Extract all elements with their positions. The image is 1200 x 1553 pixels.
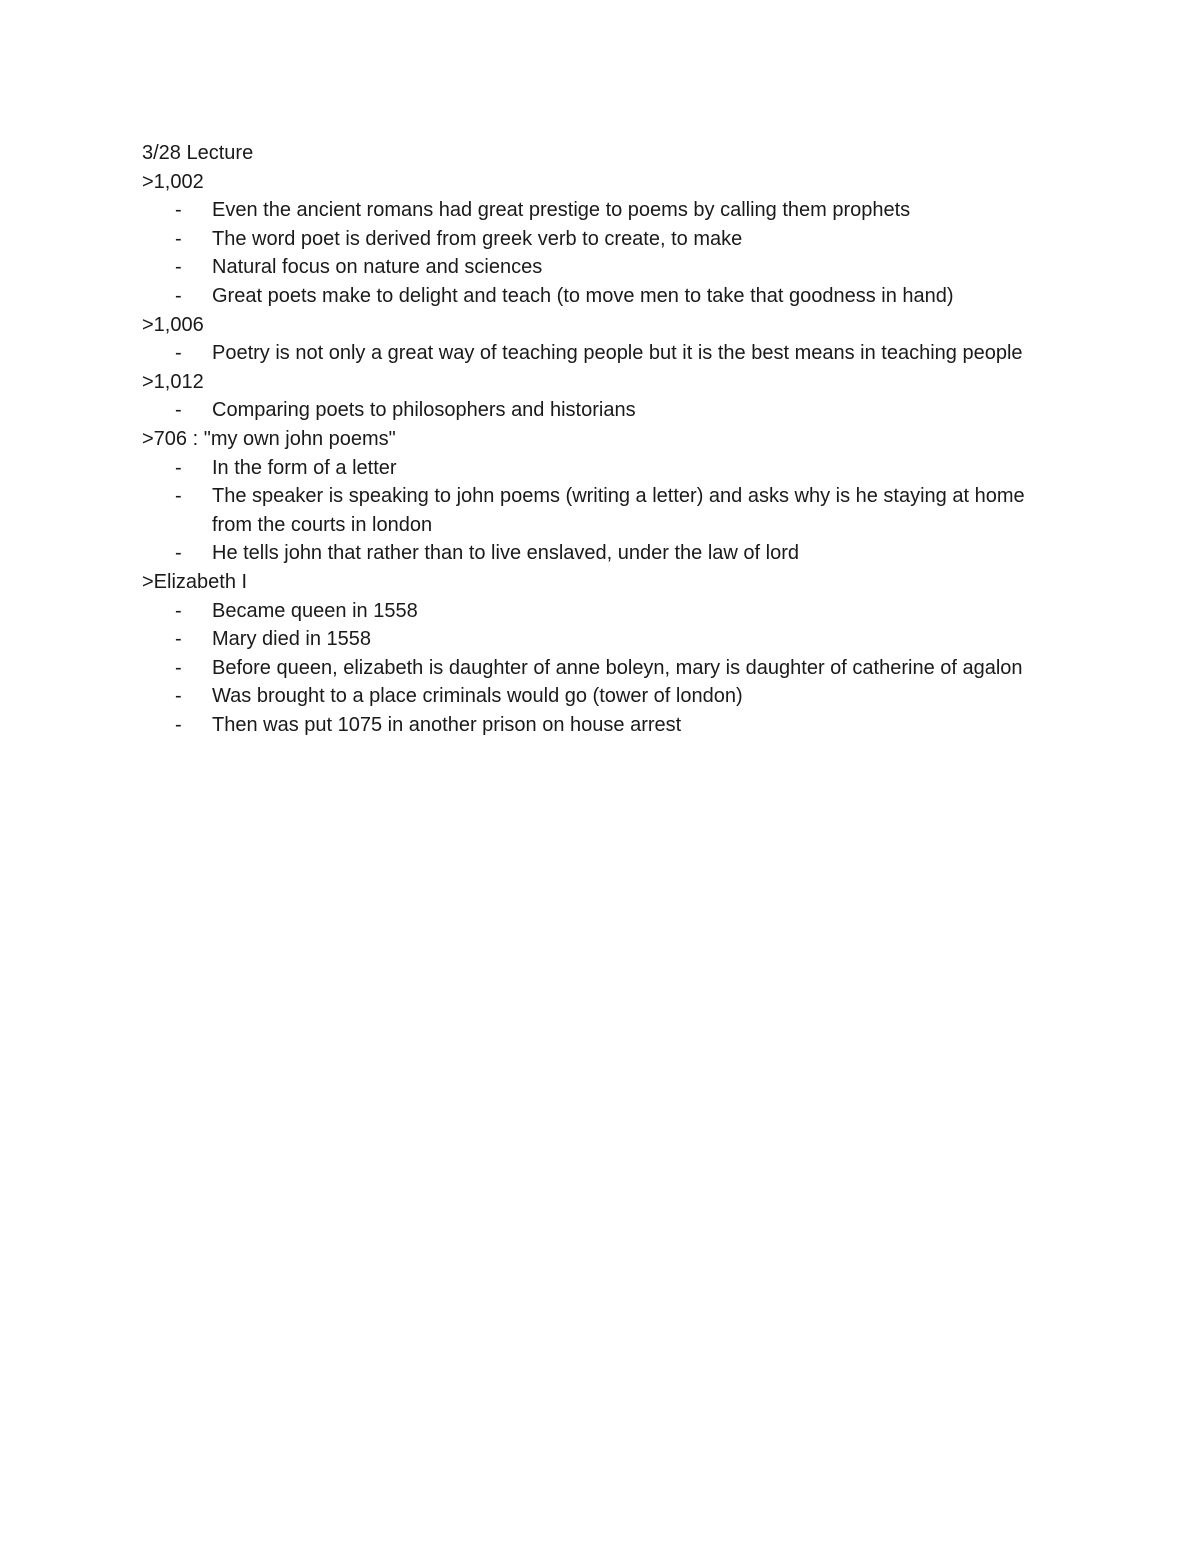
list-item bbox=[142, 482, 1042, 539]
list-item bbox=[142, 597, 1042, 626]
bullet-dash: - bbox=[175, 342, 182, 365]
list-item bbox=[142, 654, 1042, 683]
section-1002 bbox=[142, 168, 1042, 311]
bullet-dash: - bbox=[175, 628, 182, 651]
bullet-dash: - bbox=[175, 713, 182, 736]
bullet-text: Then was put 1075 in another prison on house arrest bbox=[212, 713, 682, 736]
list-item bbox=[142, 253, 1042, 282]
bullet-dash: - bbox=[175, 399, 182, 422]
bullet-dash: - bbox=[175, 599, 182, 622]
list-item bbox=[142, 225, 1042, 254]
bullet-text: Great poets make to delight and teach (to move men to take that goodness in hand) bbox=[212, 284, 954, 307]
bullet-text: Comparing poets to philosophers and historians bbox=[212, 399, 636, 422]
bullet-dash: - bbox=[175, 485, 182, 508]
bullet-dash: - bbox=[175, 227, 182, 250]
bullet-dash: - bbox=[175, 284, 182, 307]
document-title: 3/28 Lecture bbox=[142, 142, 254, 164]
list-item bbox=[142, 282, 1042, 311]
bullet-list bbox=[142, 196, 1042, 310]
bullet-list bbox=[142, 339, 1042, 368]
bullet-dash: - bbox=[175, 199, 182, 222]
list-item bbox=[142, 539, 1042, 568]
bullet-text: He tells john that rather than to live enslaved, under the law of lord bbox=[212, 542, 800, 565]
section-heading: >1,002 bbox=[142, 170, 204, 193]
bullet-dash: - bbox=[175, 656, 182, 679]
bullet-text: Poetry is not only a great way of teaching people but it is the best means in teaching people bbox=[212, 342, 1023, 365]
bullet-text: Became queen in 1558 bbox=[212, 599, 418, 622]
list-item bbox=[142, 196, 1042, 225]
bullet-dash: - bbox=[175, 456, 182, 479]
section-706 bbox=[142, 425, 1042, 568]
list-item bbox=[142, 454, 1042, 483]
bullet-text: In the form of a letter bbox=[212, 456, 397, 479]
section-heading: >706 : "my own john poems" bbox=[142, 427, 396, 450]
bullet-list bbox=[142, 396, 1042, 425]
section-heading: >1,006 bbox=[142, 313, 204, 336]
bullet-text: Was brought to a place criminals would go (tower of london) bbox=[212, 685, 743, 708]
section-1006 bbox=[142, 311, 1042, 368]
bullet-list bbox=[142, 454, 1042, 568]
list-item bbox=[142, 682, 1042, 711]
bullet-dash: - bbox=[175, 256, 182, 279]
bullet-text: Mary died in 1558 bbox=[212, 628, 371, 651]
section-heading: >1,012 bbox=[142, 370, 204, 393]
list-item bbox=[142, 711, 1042, 740]
bullet-list bbox=[142, 597, 1042, 740]
section-elizabeth bbox=[142, 568, 1042, 740]
bullet-dash: - bbox=[175, 542, 182, 565]
bullet-text: The word poet is derived from greek verb to create, to make bbox=[212, 227, 743, 250]
list-item bbox=[142, 396, 1042, 425]
document-page bbox=[142, 139, 1042, 739]
section-heading: >Elizabeth I bbox=[142, 570, 248, 593]
bullet-dash: - bbox=[175, 685, 182, 708]
bullet-text: Before queen, elizabeth is daughter of anne boleyn, mary is daughter of catherine of agalon bbox=[212, 656, 1023, 679]
bullet-text: The speaker is speaking to john poems (writing a letter) and asks why is he staying at home from the courts in london bbox=[212, 485, 1025, 536]
bullet-text: Even the ancient romans had great prestige to poems by calling them prophets bbox=[212, 199, 911, 222]
section-1012 bbox=[142, 368, 1042, 425]
list-item bbox=[142, 339, 1042, 368]
bullet-text: Natural focus on nature and sciences bbox=[212, 256, 543, 279]
list-item bbox=[142, 625, 1042, 654]
